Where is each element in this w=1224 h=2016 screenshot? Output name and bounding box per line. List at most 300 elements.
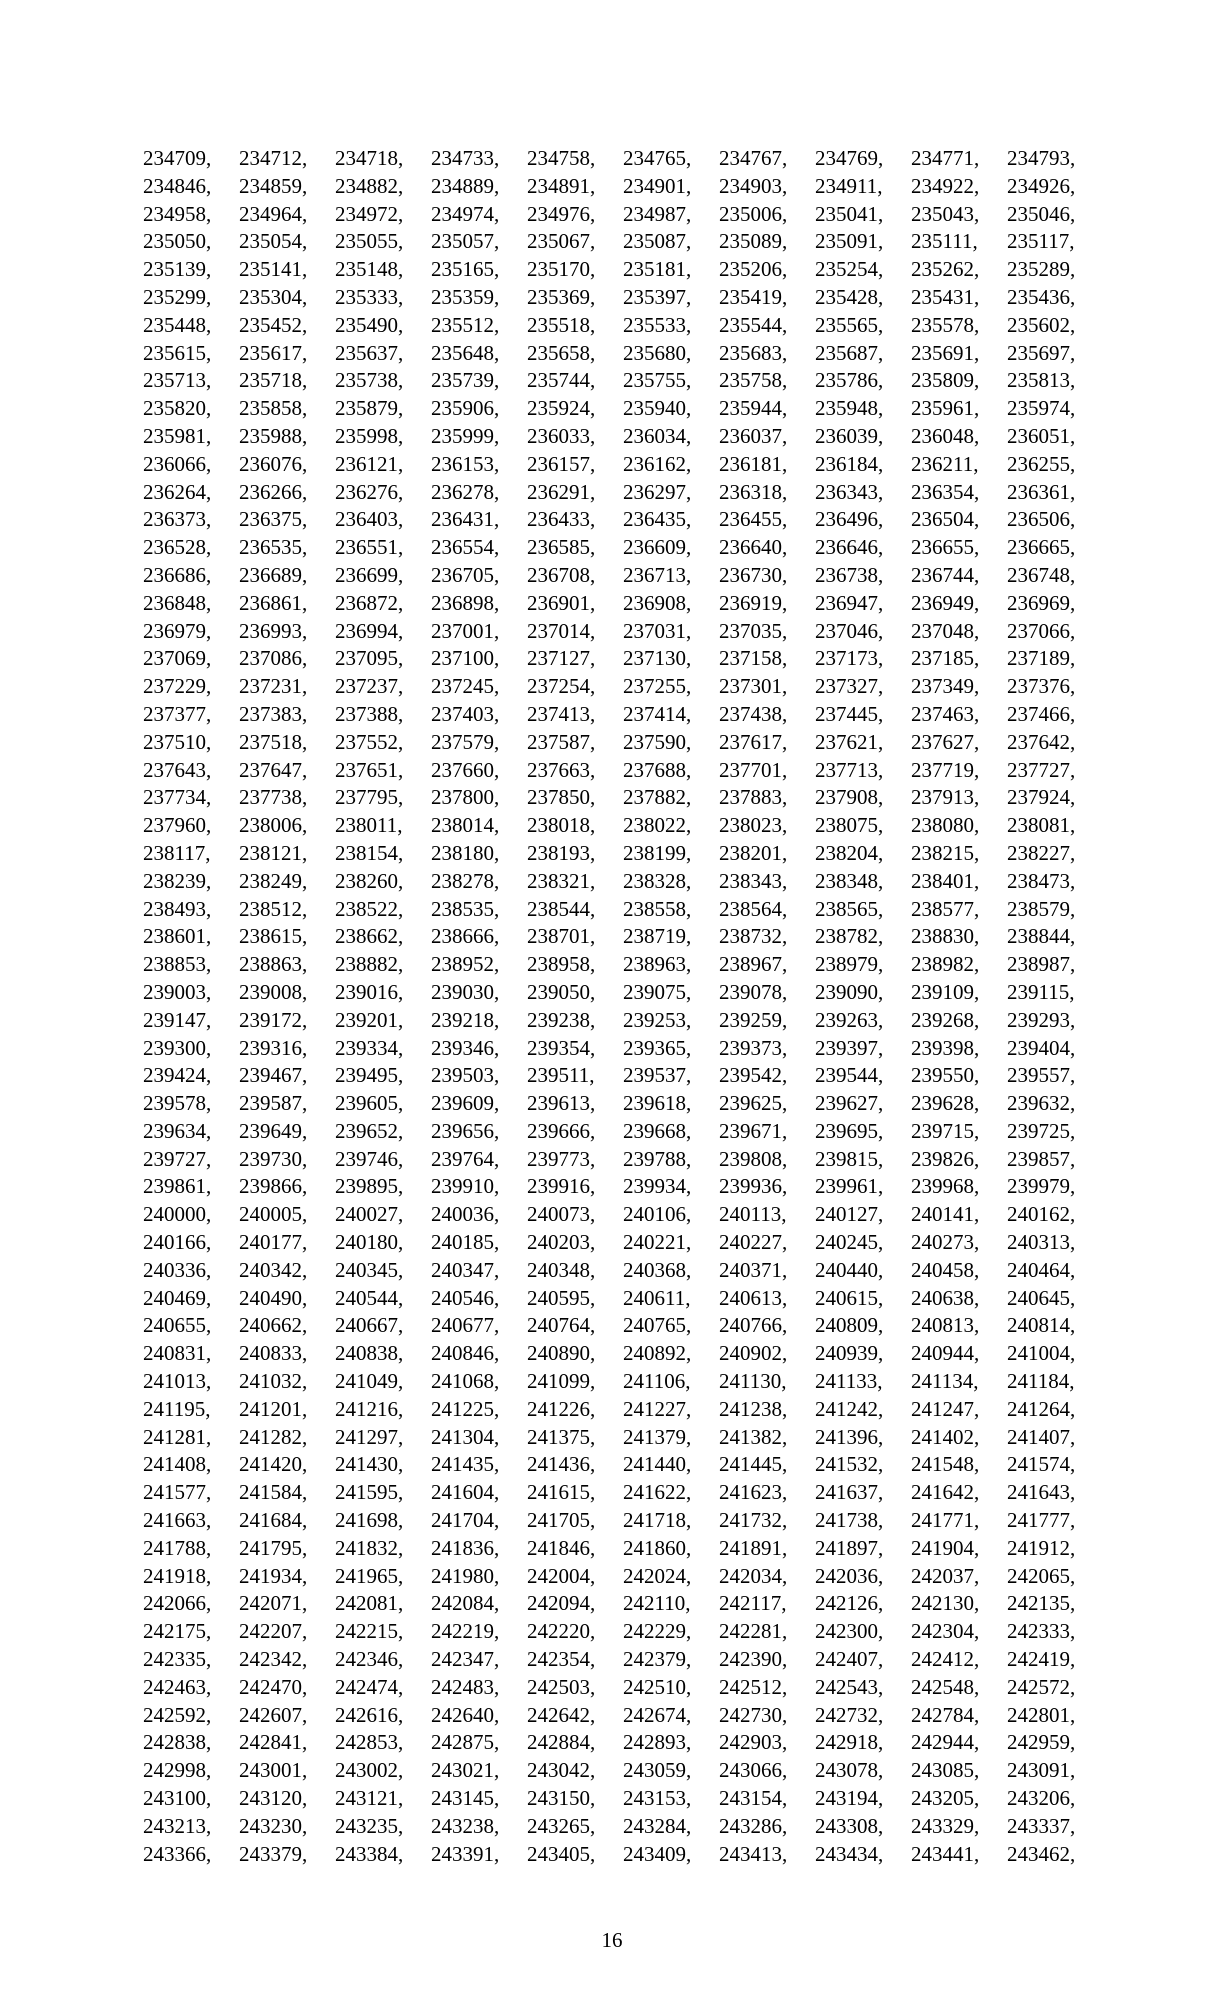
- number-cell: 240838,: [335, 1341, 404, 1366]
- number-cell: 236121,: [335, 451, 404, 476]
- number-cell: 237510,: [143, 729, 212, 754]
- number-cell: 240227,: [719, 1230, 788, 1255]
- number-cell: 240846,: [431, 1341, 500, 1366]
- number-cell: 235858,: [239, 396, 308, 421]
- number-cell: 239373,: [719, 1035, 788, 1060]
- number-cell: 242419,: [1007, 1647, 1076, 1672]
- number-cell: 241106,: [623, 1369, 691, 1394]
- number-cell: 236748,: [1007, 562, 1076, 587]
- number-cell: 237466,: [1007, 701, 1076, 726]
- number-cell: 237035,: [719, 618, 788, 643]
- number-cell: 241247,: [911, 1396, 980, 1421]
- number-cell: 238844,: [1007, 924, 1076, 949]
- number-row: [143, 1451, 1095, 1479]
- number-cell: 242135,: [1007, 1591, 1076, 1616]
- number-cell: 241440,: [623, 1452, 692, 1477]
- number-cell: 240764,: [527, 1313, 596, 1338]
- number-cell: 238343,: [719, 868, 788, 893]
- number-cell: 234972,: [335, 201, 404, 226]
- number-cell: 236898,: [431, 590, 500, 615]
- number-cell: 241622,: [623, 1480, 692, 1505]
- number-row: [143, 1229, 1095, 1257]
- number-cell: 242801,: [1007, 1702, 1076, 1727]
- number-row: [143, 1507, 1095, 1535]
- number-cell: 243194,: [815, 1786, 884, 1811]
- number-cell: 239613,: [527, 1091, 596, 1116]
- number-cell: 242094,: [527, 1591, 596, 1616]
- number-cell: 239788,: [623, 1146, 692, 1171]
- number-cell: 237621,: [815, 729, 884, 754]
- number-cell: 236051,: [1007, 423, 1076, 448]
- number-cell: 234793,: [1007, 146, 1076, 170]
- number-cell: 242730,: [719, 1702, 788, 1727]
- number-cell: 235512,: [431, 312, 500, 337]
- number-cell: 237719,: [911, 757, 980, 782]
- number-cell: 240368,: [623, 1257, 692, 1282]
- number-cell: 234882,: [335, 173, 404, 198]
- number-cell: 238615,: [239, 924, 308, 949]
- number-cell: 237414,: [623, 701, 692, 726]
- number-cell: 242346,: [335, 1647, 404, 1672]
- number-row: [143, 951, 1095, 979]
- number-cell: 236496,: [815, 507, 884, 532]
- number-cell: 235089,: [719, 229, 788, 254]
- number-row: [143, 1424, 1095, 1452]
- number-cell: 242548,: [911, 1674, 980, 1699]
- number-cell: 239201,: [335, 1007, 404, 1032]
- number-cell: 240342,: [239, 1257, 308, 1282]
- number-cell: 238022,: [623, 813, 692, 838]
- number-cell: 241684,: [239, 1508, 308, 1533]
- number-cell: 238522,: [335, 896, 404, 921]
- number-cell: 235637,: [335, 340, 404, 365]
- number-cell: 236153,: [431, 451, 500, 476]
- number-cell: 237552,: [335, 729, 404, 754]
- number-cell: 235518,: [527, 312, 596, 337]
- number-row: [143, 1118, 1095, 1146]
- number-cell: 235333,: [335, 284, 404, 309]
- number-cell: 238987,: [1007, 952, 1076, 977]
- number-cell: 239544,: [815, 1063, 884, 1088]
- number-cell: 234733,: [431, 146, 500, 170]
- number-cell: 239815,: [815, 1146, 884, 1171]
- number-cell: 238328,: [623, 868, 692, 893]
- number-cell: 240667,: [335, 1313, 404, 1338]
- number-cell: 240469,: [143, 1285, 212, 1310]
- number-cell: 242503,: [527, 1674, 596, 1699]
- number-cell: 238662,: [335, 924, 404, 949]
- number-cell: 238278,: [431, 868, 500, 893]
- number-cell: 243205,: [911, 1786, 980, 1811]
- number-cell: 237518,: [239, 729, 308, 754]
- number-cell: 236713,: [623, 562, 692, 587]
- number-cell: 242510,: [623, 1674, 692, 1699]
- number-cell: 243059,: [623, 1758, 692, 1783]
- number-cell: 235490,: [335, 312, 404, 337]
- number-cell: 241912,: [1007, 1535, 1076, 1560]
- number-cell: 238982,: [911, 952, 980, 977]
- number-cell: 235087,: [623, 229, 692, 254]
- number-row: [143, 1201, 1095, 1229]
- number-cell: 240595,: [527, 1285, 596, 1310]
- number-cell: 239115,: [1007, 979, 1075, 1004]
- number-cell: 243434,: [815, 1841, 884, 1866]
- number-cell: 239109,: [911, 979, 980, 1004]
- number-cell: 240273,: [911, 1230, 980, 1255]
- number-cell: 238075,: [815, 813, 884, 838]
- number-row: [143, 312, 1095, 340]
- number-cell: 240348,: [527, 1257, 596, 1282]
- number-cell: 239259,: [719, 1007, 788, 1032]
- number-cell: 243391,: [431, 1841, 500, 1866]
- number-cell: 241430,: [335, 1452, 404, 1477]
- number-cell: 235658,: [527, 340, 596, 365]
- number-cell: 239725,: [1007, 1118, 1076, 1143]
- number-row: [143, 1535, 1095, 1563]
- number-row: [143, 1285, 1095, 1313]
- number-cell: 240831,: [143, 1341, 212, 1366]
- number-cell: 238204,: [815, 840, 884, 865]
- number-cell: 239293,: [1007, 1007, 1076, 1032]
- number-cell: 240645,: [1007, 1285, 1076, 1310]
- number-cell: 239605,: [335, 1091, 404, 1116]
- number-cell: 237579,: [431, 729, 500, 754]
- number-cell: 241832,: [335, 1535, 404, 1560]
- number-cell: 240765,: [623, 1313, 692, 1338]
- number-cell: 239916,: [527, 1174, 596, 1199]
- number-cell: 236039,: [815, 423, 884, 448]
- number-cell: 236037,: [719, 423, 788, 448]
- number-cell: 241242,: [815, 1396, 884, 1421]
- number-cell: 239346,: [431, 1035, 500, 1060]
- number-cell: 238601,: [143, 924, 212, 949]
- number-cell: 238535,: [431, 896, 500, 921]
- number-cell: 243150,: [527, 1786, 596, 1811]
- number-cell: 243329,: [911, 1813, 980, 1838]
- number-cell: 236609,: [623, 535, 692, 560]
- number-cell: 243462,: [1007, 1841, 1076, 1866]
- number-cell: 242175,: [143, 1619, 212, 1644]
- number-cell: 239936,: [719, 1174, 788, 1199]
- number-cell: 240662,: [239, 1313, 308, 1338]
- number-row: [143, 1757, 1095, 1785]
- number-cell: 237883,: [719, 785, 788, 810]
- number-cell: 241216,: [335, 1396, 404, 1421]
- number-cell: 237413,: [527, 701, 596, 726]
- number-cell: 238260,: [335, 868, 404, 893]
- number-cell: 237229,: [143, 674, 212, 699]
- number-cell: 237795,: [335, 785, 404, 810]
- number-cell: 241379,: [623, 1424, 692, 1449]
- number-cell: 241408,: [143, 1452, 212, 1477]
- number-cell: 236264,: [143, 479, 212, 504]
- number-cell: 237046,: [815, 618, 884, 643]
- number-cell: 237100,: [431, 646, 500, 671]
- number-row: [143, 729, 1095, 757]
- number-cell: 235906,: [431, 396, 500, 421]
- number-cell: 240073,: [527, 1202, 596, 1227]
- number-cell: 241225,: [431, 1396, 500, 1421]
- number-cell: 242903,: [719, 1730, 788, 1755]
- number-cell: 239172,: [239, 1007, 308, 1032]
- number-cell: 241013,: [143, 1369, 212, 1394]
- number-cell: 242732,: [815, 1702, 884, 1727]
- number-cell: 239467,: [239, 1063, 308, 1088]
- number-cell: 240141,: [911, 1202, 980, 1227]
- number-cell: 237173,: [815, 646, 884, 671]
- number-cell: 236528,: [143, 535, 212, 560]
- number-cell: 240944,: [911, 1341, 980, 1366]
- number-cell: 235738,: [335, 368, 404, 393]
- number-cell: 235683,: [719, 340, 788, 365]
- number-cell: 239727,: [143, 1146, 212, 1171]
- number-cell: 238564,: [719, 896, 788, 921]
- number-cell: 240813,: [911, 1313, 980, 1338]
- number-cell: 238558,: [623, 896, 692, 921]
- number-cell: 241643,: [1007, 1480, 1076, 1505]
- number-cell: 243085,: [911, 1758, 980, 1783]
- number-cell: 241304,: [431, 1424, 500, 1449]
- number-cell: 238401,: [911, 868, 980, 893]
- number-cell: 236689,: [239, 562, 308, 587]
- number-row: [143, 145, 1095, 173]
- number-row: [143, 590, 1095, 618]
- number-row: [143, 1090, 1095, 1118]
- number-cell: 239826,: [911, 1146, 980, 1171]
- number-cell: 237438,: [719, 701, 788, 726]
- number-cell: 239628,: [911, 1091, 980, 1116]
- number-cell: 239253,: [623, 1007, 692, 1032]
- number-cell: 239668,: [623, 1118, 692, 1143]
- number-cell: 236343,: [815, 479, 884, 504]
- number-cell: 236373,: [143, 507, 212, 532]
- number-cell: 234889,: [431, 173, 500, 198]
- number-cell: 238023,: [719, 813, 788, 838]
- number-cell: 241282,: [239, 1424, 308, 1449]
- number-row: [143, 1146, 1095, 1174]
- number-cell: 236908,: [623, 590, 692, 615]
- number-cell: 235578,: [911, 312, 980, 337]
- number-cell: 239861,: [143, 1174, 212, 1199]
- number-cell: 239666,: [527, 1118, 596, 1143]
- number-cell: 238121,: [239, 840, 308, 865]
- number-row: [143, 1340, 1095, 1368]
- number-cell: 239578,: [143, 1091, 212, 1116]
- number-cell: 242543,: [815, 1674, 884, 1699]
- number-cell: 238512,: [239, 896, 308, 921]
- number-row: [143, 1618, 1095, 1646]
- number-cell: 237734,: [143, 785, 212, 810]
- number-cell: 239424,: [143, 1063, 212, 1088]
- number-row: [143, 757, 1095, 785]
- number-cell: 236901,: [527, 590, 596, 615]
- number-row: [143, 1729, 1095, 1757]
- number-cell: 239656,: [431, 1118, 500, 1143]
- number-cell: 239218,: [431, 1007, 500, 1032]
- number-cell: 243265,: [527, 1813, 596, 1838]
- number-cell: 237660,: [431, 757, 500, 782]
- number-cell: 241201,: [239, 1396, 308, 1421]
- number-cell: 239557,: [1007, 1063, 1076, 1088]
- number-cell: 237913,: [911, 785, 980, 810]
- number-cell: 237590,: [623, 729, 692, 754]
- number-cell: 238863,: [239, 952, 308, 977]
- number-cell: 239398,: [911, 1035, 980, 1060]
- number-cell: 235117,: [1007, 229, 1075, 254]
- number-cell: 242071,: [239, 1591, 308, 1616]
- number-cell: 234712,: [239, 146, 308, 170]
- number-cell: 239016,: [335, 979, 404, 1004]
- number-cell: 239404,: [1007, 1035, 1076, 1060]
- number-cell: 239587,: [239, 1091, 308, 1116]
- number-cell: 236157,: [527, 451, 596, 476]
- number-cell: 243206,: [1007, 1786, 1076, 1811]
- number-cell: 234922,: [911, 173, 980, 198]
- number-cell: 237388,: [335, 701, 404, 726]
- number-cell: 241584,: [239, 1480, 308, 1505]
- number-cell: 240638,: [911, 1285, 980, 1310]
- number-cell: 235006,: [719, 201, 788, 226]
- number-cell: 236504,: [911, 507, 980, 532]
- number-cell: 240546,: [431, 1285, 500, 1310]
- number-row: [143, 868, 1095, 896]
- number-cell: 237349,: [911, 674, 980, 699]
- number-row: [143, 1312, 1095, 1340]
- number-cell: 241980,: [431, 1563, 500, 1588]
- number-cell: 240677,: [431, 1313, 500, 1338]
- number-cell: 242884,: [527, 1730, 596, 1755]
- number-cell: 243235,: [335, 1813, 404, 1838]
- number-cell: 242130,: [911, 1591, 980, 1616]
- number-cell: 240809,: [815, 1313, 884, 1338]
- number-cell: 238249,: [239, 868, 308, 893]
- number-cell: 243145,: [431, 1786, 500, 1811]
- number-row: [143, 1674, 1095, 1702]
- number-cell: 239030,: [431, 979, 500, 1004]
- number-cell: 236554,: [431, 535, 500, 560]
- number-cell: 241704,: [431, 1508, 500, 1533]
- number-cell: 237086,: [239, 646, 308, 671]
- number-row: [143, 340, 1095, 368]
- number-cell: 242893,: [623, 1730, 692, 1755]
- number-row: [143, 645, 1095, 673]
- number-cell: 235452,: [239, 312, 308, 337]
- number-cell: 236455,: [719, 507, 788, 532]
- number-cell: 235544,: [719, 312, 788, 337]
- number-cell: 240611,: [623, 1285, 691, 1310]
- number-cell: 235948,: [815, 396, 884, 421]
- number-cell: 239609,: [431, 1091, 500, 1116]
- number-cell: 238577,: [911, 896, 980, 921]
- number-cell: 242390,: [719, 1647, 788, 1672]
- number-cell: 241897,: [815, 1535, 884, 1560]
- number-cell: 235436,: [1007, 284, 1076, 309]
- number-cell: 238321,: [527, 868, 596, 893]
- number-cell: 240655,: [143, 1313, 212, 1338]
- number-cell: 235165,: [431, 257, 500, 282]
- number-cell: 240336,: [143, 1257, 212, 1282]
- number-cell: 239090,: [815, 979, 884, 1004]
- number-cell: 241375,: [527, 1424, 596, 1449]
- number-cell: 240113,: [719, 1202, 787, 1227]
- number-row: [143, 1368, 1095, 1396]
- number-row: [143, 1173, 1095, 1201]
- number-cell: 237069,: [143, 646, 212, 671]
- number-cell: 242674,: [623, 1702, 692, 1727]
- number-cell: 240544,: [335, 1285, 404, 1310]
- number-cell: 237924,: [1007, 785, 1076, 810]
- number-row: [143, 173, 1095, 201]
- number-cell: 241718,: [623, 1508, 692, 1533]
- number-cell: 236738,: [815, 562, 884, 587]
- number-cell: 239934,: [623, 1174, 692, 1199]
- number-cell: 235397,: [623, 284, 692, 309]
- number-cell: 238081,: [1007, 813, 1076, 838]
- number-cell: 243379,: [239, 1841, 308, 1866]
- number-cell: 240245,: [815, 1230, 884, 1255]
- number-row: [143, 201, 1095, 229]
- number-cell: 235043,: [911, 201, 980, 226]
- number-cell: 237066,: [1007, 618, 1076, 643]
- number-cell: 243337,: [1007, 1813, 1076, 1838]
- number-cell: 239334,: [335, 1035, 404, 1060]
- number-cell: 238979,: [815, 952, 884, 977]
- number-cell: 243042,: [527, 1758, 596, 1783]
- number-cell: 237255,: [623, 674, 692, 699]
- number-cell: 237587,: [527, 729, 596, 754]
- number-cell: 235944,: [719, 396, 788, 421]
- number-cell: 234765,: [623, 146, 692, 170]
- number-cell: 241577,: [143, 1480, 212, 1505]
- number-cell: 240166,: [143, 1230, 212, 1255]
- number-cell: 237727,: [1007, 757, 1076, 782]
- number-cell: 237651,: [335, 757, 404, 782]
- number-cell: 235170,: [527, 257, 596, 282]
- number-cell: 235879,: [335, 396, 404, 421]
- number-cell: 235254,: [815, 257, 884, 282]
- number-cell: 239550,: [911, 1063, 980, 1088]
- number-cell: 243366,: [143, 1841, 212, 1866]
- number-cell: 239627,: [815, 1091, 884, 1116]
- number-cell: 243230,: [239, 1813, 308, 1838]
- number-cell: 243121,: [335, 1786, 404, 1811]
- number-cell: 239537,: [623, 1063, 692, 1088]
- number-cell: 243284,: [623, 1813, 692, 1838]
- number-cell: 236861,: [239, 590, 308, 615]
- number-cell: 242354,: [527, 1647, 596, 1672]
- number-row: [143, 1702, 1095, 1730]
- number-cell: 238958,: [527, 952, 596, 977]
- number-cell: 241771,: [911, 1508, 980, 1533]
- number-cell: 242944,: [911, 1730, 980, 1755]
- number-cell: 242219,: [431, 1619, 500, 1644]
- number-cell: 242607,: [239, 1702, 308, 1727]
- number-cell: 241548,: [911, 1452, 980, 1477]
- number-cell: 241788,: [143, 1535, 212, 1560]
- number-cell: 239365,: [623, 1035, 692, 1060]
- number-row: [143, 1590, 1095, 1618]
- number-cell: 235141,: [239, 257, 308, 282]
- number-cell: 237463,: [911, 701, 980, 726]
- number-cell: 240185,: [431, 1230, 500, 1255]
- number-cell: 238666,: [431, 924, 500, 949]
- number-cell: 237231,: [239, 674, 308, 699]
- number-cell: 236872,: [335, 590, 404, 615]
- number-cell: 242875,: [431, 1730, 500, 1755]
- number-cell: 237014,: [527, 618, 596, 643]
- number-cell: 239968,: [911, 1174, 980, 1199]
- number-cell: 238117,: [143, 840, 211, 865]
